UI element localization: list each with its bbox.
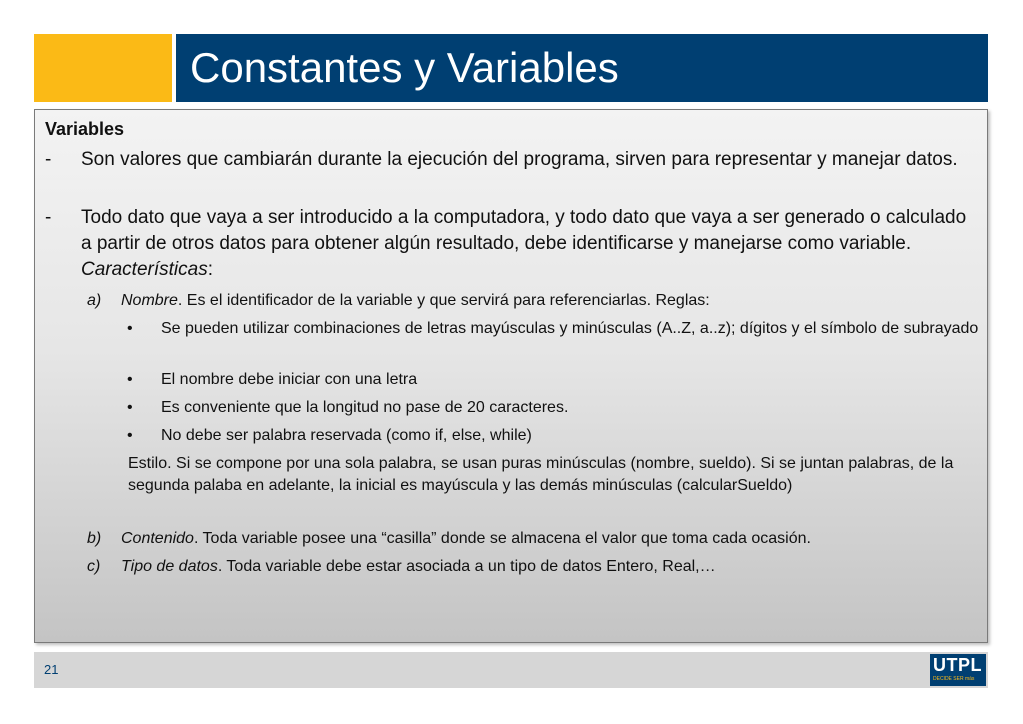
bullet-marker: • (127, 371, 133, 388)
title-bar (176, 34, 988, 102)
footer-bar (34, 652, 988, 688)
dash-item-text-tail: : (207, 259, 213, 280)
item-c-text (121, 555, 971, 579)
estilo-paragraph: Estilo. Si se compone por una sola palabra, se usan puras minúsculas (nombre, sueldo). Si se juntan palabras, de la segunda palaba en adelante, la inicial es mayúscula y las demás minúsculas (calcularSueldo) (128, 455, 954, 494)
dash-item-text (81, 205, 981, 283)
item-a-term: Nombre (121, 292, 178, 309)
item-b-marker: b) (87, 530, 102, 547)
logo-wordmark: UTPL (933, 655, 982, 675)
bullet-text: El nombre debe iniciar con una letra (161, 371, 418, 388)
dash-marker: - (45, 207, 52, 228)
item-b-term: Contenido (121, 530, 194, 547)
section-heading: Variables (45, 119, 125, 139)
item-c-term: Tipo de datos (121, 558, 218, 575)
bullet-text: Es conveniente que la longitud no pase de 20 caracteres. (161, 399, 569, 416)
dash-item-text-plain: Todo dato que vaya a ser introducido a la computadora, y todo dato que vaya a ser generado o calculado a partir de otros datos para obtener algún resultado, debe identificarse y manejarse como variable. (81, 207, 967, 254)
dash-marker: - (45, 149, 52, 170)
content-box (34, 109, 988, 643)
item-a-text (121, 289, 971, 313)
item-c-body: . Toda variable debe estar asociada a un tipo de datos Entero, Real,… (217, 558, 716, 575)
page-number: 21 (44, 662, 59, 677)
characteristics-term: Características (81, 259, 208, 280)
item-b-body: . Toda variable posee una “casilla” donde se almacena el valor que toma cada ocasión. (193, 530, 811, 547)
utpl-logo (930, 654, 986, 686)
item-c-marker: c) (87, 558, 101, 575)
bullet-marker: • (127, 427, 133, 444)
logo-tagline: DECIDE SER más (933, 676, 975, 682)
bullet-marker: • (127, 320, 133, 337)
bullet-marker: • (127, 399, 133, 416)
accent-block (34, 34, 172, 102)
dash-item-text: Son valores que cambiarán durante la ejecución del programa, sirven para representar y manejar datos. (81, 149, 958, 170)
item-b-text (121, 527, 971, 551)
bullet-text: Se pueden utilizar combinaciones de letras mayúsculas y minúsculas (A..Z, a..z); dígitos y el símbolo de subrayado (161, 320, 979, 337)
item-a-marker: a) (87, 292, 102, 309)
slide-title: Constantes y Variables (190, 44, 619, 91)
item-a-body: . Es el identificador de la variable y que servirá para referenciarlas. Reglas: (177, 292, 710, 309)
bullet-text: No debe ser palabra reservada (como if, else, while) (161, 427, 532, 444)
